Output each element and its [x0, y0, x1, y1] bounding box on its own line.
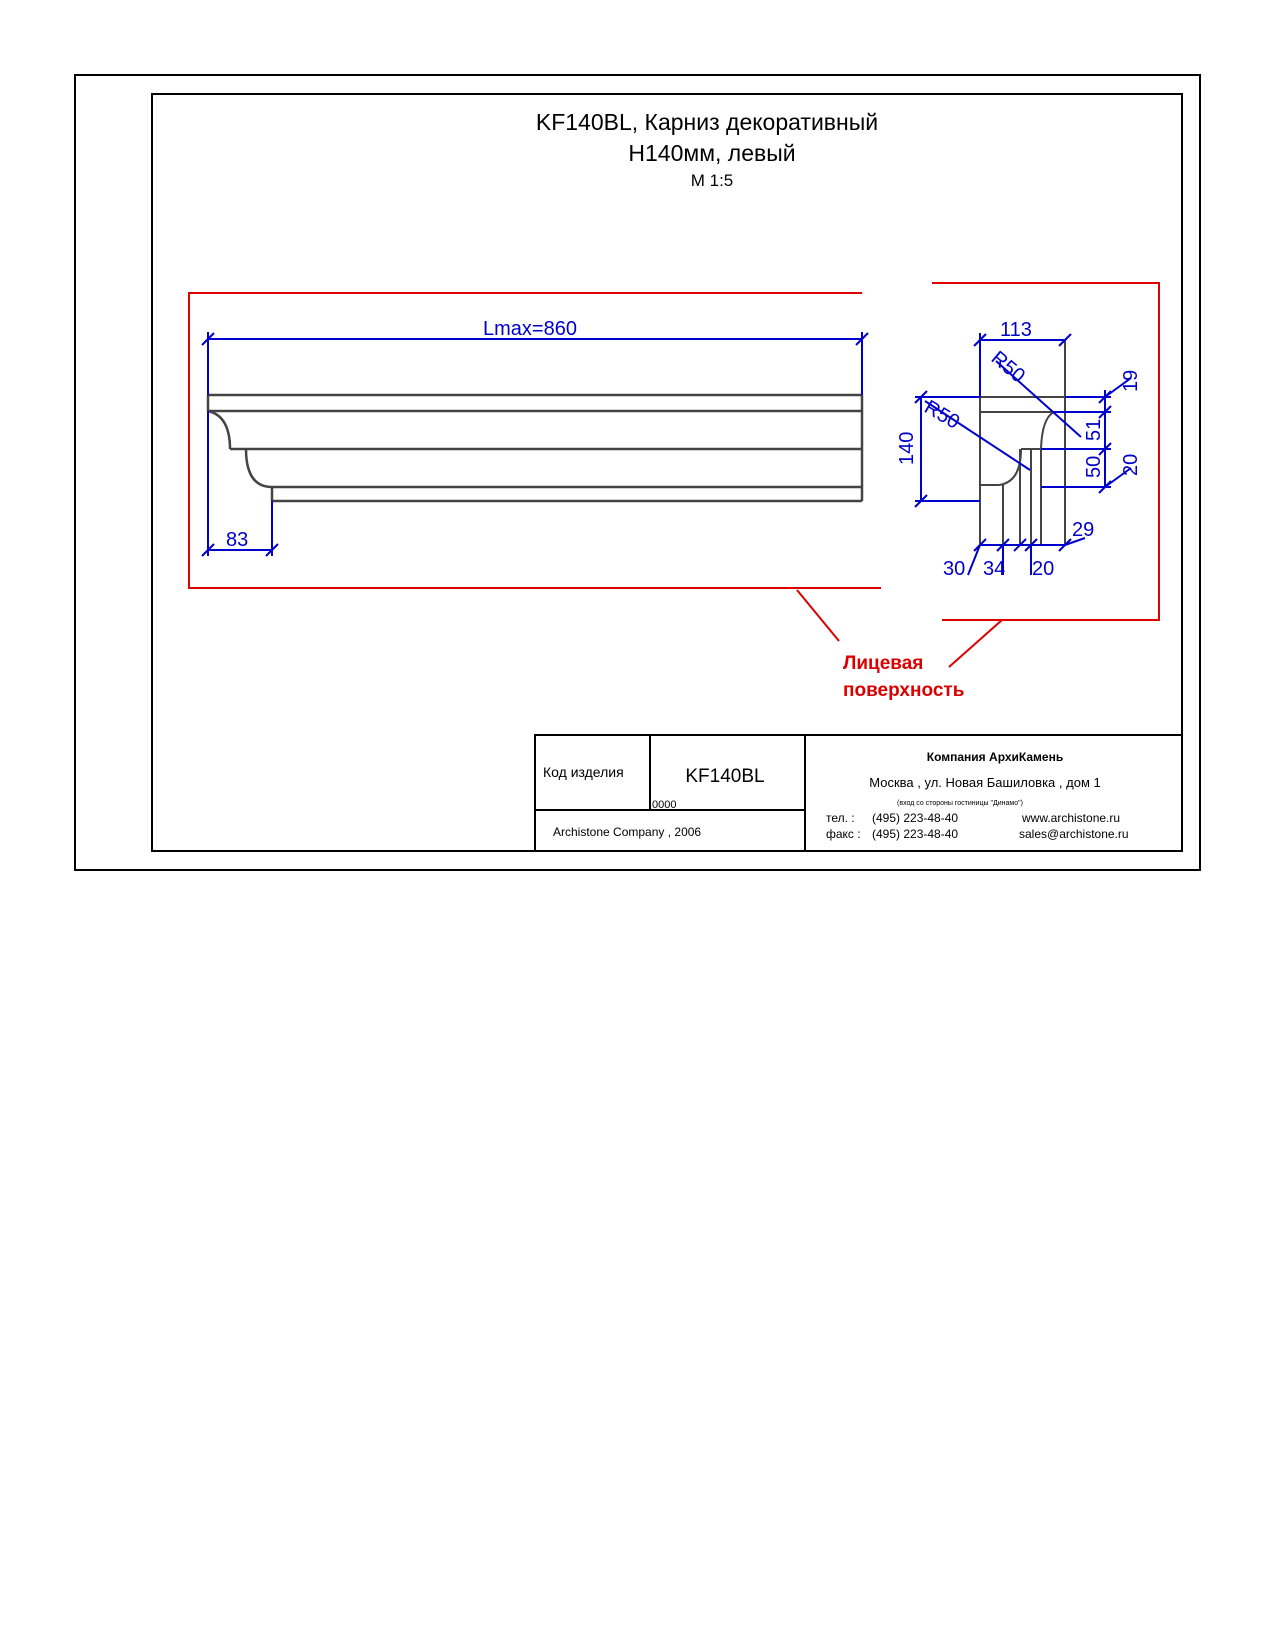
fax-label: факс : [826, 827, 861, 841]
dim-19-label: 19 [1120, 369, 1142, 392]
front-view-dim-labels [226, 318, 577, 551]
dim-20-bottom-label: 20 [1032, 558, 1055, 580]
width-dim-label: 113 [1000, 319, 1032, 341]
length-dim-label: Lmax=860 [483, 318, 577, 340]
title-block-text [543, 750, 1129, 841]
title-scale: М 1:5 [690, 171, 734, 190]
inner-frame [152, 94, 1182, 851]
title-line1: KF140BL, Карниз декоративный [535, 109, 879, 135]
callout-line1: Лицевая [843, 653, 924, 674]
callout-leader-left [797, 590, 839, 641]
title-line2: Н140мм, левый [628, 140, 796, 166]
callout-leader-right [949, 620, 1002, 667]
callout-line2: поверхность [843, 680, 965, 701]
company-address: Москва , ул. Новая Башиловка , дом 1 [869, 775, 1101, 790]
section-cove-bottom [999, 449, 1021, 485]
address-note: (вход со стороны гостиницы "Динамо") [897, 800, 1023, 807]
website: www.archistone.ru [1022, 811, 1121, 825]
radius-mid-label: R50 [920, 396, 964, 434]
code-value: KF140BL [685, 766, 765, 787]
dim-29-label: 29 [1072, 519, 1095, 541]
face-surface-callout [843, 653, 964, 701]
profile-cove-bottom [246, 449, 272, 487]
section-cove-top [1041, 412, 1054, 449]
code-label: Код изделия [543, 764, 624, 780]
dim-20-right-label: 20 [1120, 453, 1142, 476]
dim-50-label: 50 [1083, 455, 1105, 478]
fax-value: (495) 223-48-40 [872, 827, 959, 841]
copyright: Archistone Company , 2006 [553, 825, 702, 839]
code-sub: 0000 [652, 799, 677, 811]
dim-34-label: 34 [983, 558, 1006, 580]
tel-value: (495) 223-48-40 [872, 811, 959, 825]
offset-dim-label: 83 [226, 529, 249, 551]
front-view [208, 395, 862, 501]
front-view-dimensions [202, 332, 868, 556]
profile-cove-top [208, 411, 230, 449]
height-dim-label: 140 [896, 431, 918, 465]
leader-30 [968, 545, 980, 575]
dim-51-label: 51 [1083, 418, 1105, 441]
company-name: Компания АрхиКамень [926, 750, 1064, 764]
email: sales@archistone.ru [1019, 827, 1129, 841]
dim-30-label: 30 [943, 558, 966, 580]
radius-top-label: R50 [986, 346, 1030, 388]
drawing-title [536, 109, 878, 190]
tel-label: тел. : [826, 811, 855, 825]
